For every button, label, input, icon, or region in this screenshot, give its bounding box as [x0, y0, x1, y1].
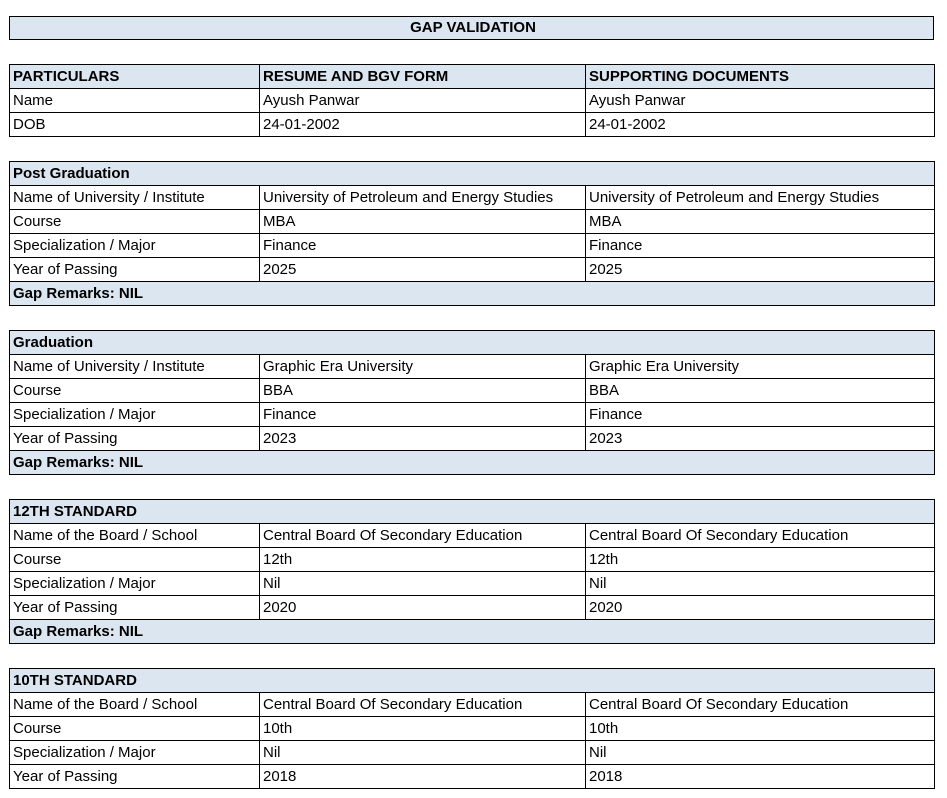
section-heading-row [10, 500, 935, 524]
spacer [9, 306, 934, 330]
cell-label: Year of Passing [10, 596, 260, 620]
gap-remarks-row [10, 282, 935, 306]
cell-label: Course [10, 210, 260, 234]
cell-label: Name of University / Institute [10, 355, 260, 379]
cell-supporting: MBA [586, 210, 935, 234]
section-heading-row [10, 162, 935, 186]
cell-resume: Ayush Panwar [260, 89, 586, 113]
cell-resume: 2020 [260, 596, 586, 620]
cell-resume: 2025 [260, 258, 586, 282]
gap-remarks: Gap Remarks: NIL [10, 620, 935, 644]
cell-resume: 2023 [260, 427, 586, 451]
table-row [10, 693, 935, 717]
cell-label: Course [10, 379, 260, 403]
table-row [10, 186, 935, 210]
page-title: GAP VALIDATION [10, 17, 934, 40]
section-table [9, 330, 935, 475]
cell-label: Year of Passing [10, 427, 260, 451]
gap-remarks-row [10, 620, 935, 644]
cell-resume: Finance [260, 234, 586, 258]
section-heading-row [10, 669, 935, 693]
cell-resume: Graphic Era University [260, 355, 586, 379]
personal-table [9, 64, 935, 137]
cell-label: Specialization / Major [10, 741, 260, 765]
cell-resume: 24-01-2002 [260, 113, 586, 137]
cell-supporting: Nil [586, 741, 935, 765]
table-row [10, 258, 935, 282]
cell-label: Course [10, 717, 260, 741]
table-row [10, 717, 935, 741]
cell-label: Name [10, 89, 260, 113]
table-row [10, 596, 935, 620]
cell-supporting: BBA [586, 379, 935, 403]
table-row [10, 765, 935, 789]
cell-supporting: 2025 [586, 258, 935, 282]
cell-label: Name of University / Institute [10, 186, 260, 210]
cell-label: Name of the Board / School [10, 693, 260, 717]
title-table [9, 16, 934, 40]
header-supporting: SUPPORTING DOCUMENTS [586, 65, 935, 89]
table-row [10, 741, 935, 765]
cell-supporting: Central Board Of Secondary Education [586, 524, 935, 548]
header-particulars: PARTICULARS [10, 65, 260, 89]
table-row [10, 379, 935, 403]
spacer [9, 475, 934, 499]
cell-resume: Nil [260, 572, 586, 596]
cell-supporting: 24-01-2002 [586, 113, 935, 137]
cell-supporting: Nil [586, 572, 935, 596]
section-heading: 12TH STANDARD [10, 500, 935, 524]
section-table [9, 499, 935, 644]
cell-label: Specialization / Major [10, 572, 260, 596]
cell-supporting: 12th [586, 548, 935, 572]
cell-label: Course [10, 548, 260, 572]
header-resume: RESUME AND BGV FORM [260, 65, 586, 89]
cell-supporting: 2018 [586, 765, 935, 789]
gap-validation-sheet [9, 16, 934, 789]
cell-supporting: Ayush Panwar [586, 89, 935, 113]
sections-container [9, 137, 934, 789]
table-row [10, 403, 935, 427]
table-row [10, 355, 935, 379]
table-row [10, 210, 935, 234]
cell-resume: BBA [260, 379, 586, 403]
cell-resume: 10th [260, 717, 586, 741]
table-row [10, 548, 935, 572]
section-heading: 10TH STANDARD [10, 669, 935, 693]
cell-supporting: 10th [586, 717, 935, 741]
cell-label: Specialization / Major [10, 403, 260, 427]
section-table [9, 161, 935, 306]
cell-resume: University of Petroleum and Energy Studies [260, 186, 586, 210]
cell-resume: MBA [260, 210, 586, 234]
gap-remarks-row [10, 451, 935, 475]
section-heading-row [10, 331, 935, 355]
cell-label: Year of Passing [10, 765, 260, 789]
cell-supporting: Graphic Era University [586, 355, 935, 379]
table-row [10, 234, 935, 258]
table-row [10, 113, 935, 137]
section-heading: Post Graduation [10, 162, 935, 186]
table-row [10, 572, 935, 596]
cell-label: Name of the Board / School [10, 524, 260, 548]
cell-resume: 2018 [260, 765, 586, 789]
spacer [9, 137, 934, 161]
spacer [9, 644, 934, 668]
cell-supporting: 2023 [586, 427, 935, 451]
gap-remarks: Gap Remarks: NIL [10, 451, 935, 475]
cell-resume: Finance [260, 403, 586, 427]
cell-resume: Central Board Of Secondary Education [260, 693, 586, 717]
cell-supporting: Finance [586, 403, 935, 427]
gap-remarks: Gap Remarks: NIL [10, 282, 935, 306]
cell-label: DOB [10, 113, 260, 137]
table-row [10, 89, 935, 113]
cell-supporting: University of Petroleum and Energy Studies [586, 186, 935, 210]
cell-supporting: 2020 [586, 596, 935, 620]
table-row [10, 427, 935, 451]
section-heading: Graduation [10, 331, 935, 355]
section-table [9, 668, 935, 789]
cell-label: Year of Passing [10, 258, 260, 282]
cell-resume: 12th [260, 548, 586, 572]
cell-resume: Central Board Of Secondary Education [260, 524, 586, 548]
spacer [9, 40, 934, 64]
table-row [10, 524, 935, 548]
cell-label: Specialization / Major [10, 234, 260, 258]
cell-supporting: Central Board Of Secondary Education [586, 693, 935, 717]
header-row [10, 65, 935, 89]
cell-supporting: Finance [586, 234, 935, 258]
cell-resume: Nil [260, 741, 586, 765]
